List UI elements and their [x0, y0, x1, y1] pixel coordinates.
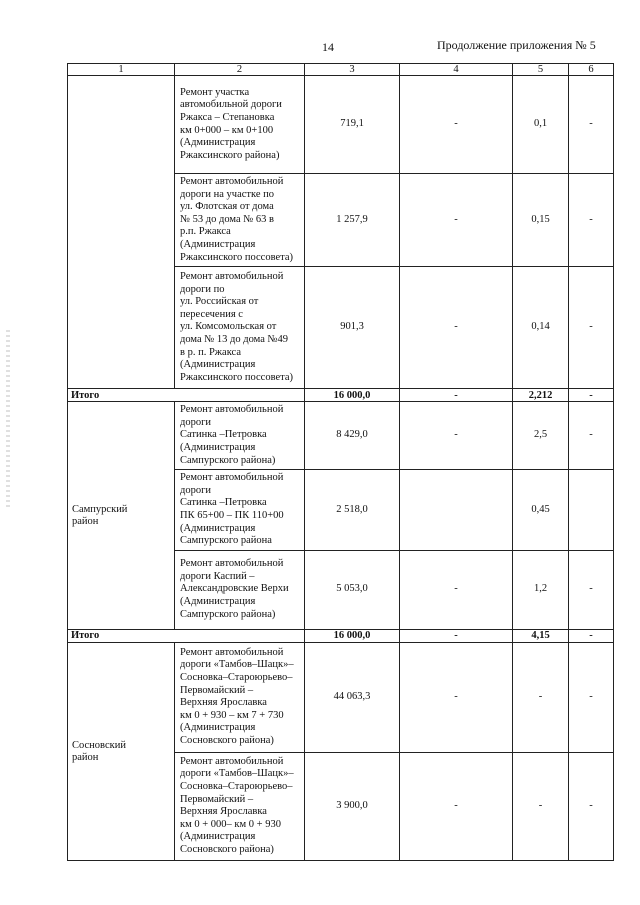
value-cell — [569, 470, 614, 551]
total-value: - — [569, 629, 614, 642]
length-cell: 1,2 — [513, 550, 569, 629]
column-number: 5 — [513, 64, 569, 76]
region-cell — [68, 76, 175, 389]
amount-cell: 719,1 — [305, 76, 400, 174]
amount-cell: 1 257,9 — [305, 174, 400, 267]
amount-cell: 901,3 — [305, 267, 400, 389]
value-cell: - — [400, 174, 513, 267]
work-description: Ремонт автомобильной дороги «Тамбов–Шацк»– Сосновка–Староюрьево– Первомайский – Верхняя Ярославка км 0 + 930 – км 7 + 730 (Администрация Сосновского района) — [175, 642, 305, 752]
length-cell: 0,15 — [513, 174, 569, 267]
value-cell: - — [400, 550, 513, 629]
funding-table — [67, 63, 614, 861]
length-cell: 0,1 — [513, 76, 569, 174]
value-cell — [400, 470, 513, 551]
region-cell — [68, 642, 175, 860]
column-number: 6 — [569, 64, 614, 76]
amount-cell: 5 053,0 — [305, 550, 400, 629]
table-row — [68, 76, 614, 174]
amount-cell: 2 518,0 — [305, 470, 400, 551]
work-description: Ремонт участка автомобильной дороги Ржакса – Степановка км 0+000 – км 0+100 (Администрация Ржаксинского района) — [175, 76, 305, 174]
value-cell: - — [400, 76, 513, 174]
continuation-title: Продолжение приложения № 5 — [437, 38, 596, 52]
work-description: Ремонт автомобильной дороги на участке по ул. Флотская от дома № 53 до дома № 63 в р.п. Ржакса (Администрация Ржаксинского поссовета) — [175, 174, 305, 267]
work-description: Ремонт автомобильной дороги по ул. Российская от пересечения с ул. Комсомольская от дома № 13 до дома №49 в р. п. Ржакса (Администрация Ржаксинского поссовета) — [175, 267, 305, 389]
length-cell: 0,14 — [513, 267, 569, 389]
total-row — [68, 629, 614, 642]
table-row — [68, 642, 614, 752]
work-description: Ремонт автомобильной дороги Каспий – Александровские Верхи (Администрация Сампурского района) — [175, 550, 305, 629]
work-description: Ремонт автомобильной дороги Сатинка –Петровка ПК 65+00 – ПК 110+00 (Администрация Сампурского района — [175, 470, 305, 551]
total-length: 4,15 — [513, 629, 569, 642]
total-amount: 16 000,0 — [305, 389, 400, 402]
total-value: - — [400, 389, 513, 402]
total-label: Итого — [68, 629, 305, 642]
value-cell: - — [569, 174, 614, 267]
column-number: 3 — [305, 64, 400, 76]
value-cell: - — [569, 642, 614, 752]
length-cell: - — [513, 752, 569, 860]
value-cell: - — [569, 752, 614, 860]
amount-cell: 3 900,0 — [305, 752, 400, 860]
work-description: Ремонт автомобильной дороги «Тамбов–Шацк»– Сосновка–Староюрьево– Первомайский – Верхняя Ярославка км 0 + 000– км 0 + 930 (Администрация Сосновского района) — [175, 752, 305, 860]
region-name: район — [72, 752, 99, 764]
region-name: Сосновский — [72, 739, 126, 751]
value-cell: - — [569, 402, 614, 470]
total-length: 2,212 — [513, 389, 569, 402]
scan-margin-mark — [6, 330, 10, 510]
table-row — [68, 402, 614, 470]
amount-cell: 44 063,3 — [305, 642, 400, 752]
value-cell: - — [569, 76, 614, 174]
amount-cell: 8 429,0 — [305, 402, 400, 470]
value-cell: - — [400, 267, 513, 389]
work-description: Ремонт автомобильной дороги Сатинка –Петровка (Администрация Сампурского района) — [175, 402, 305, 470]
value-cell: - — [400, 752, 513, 860]
value-cell: - — [569, 550, 614, 629]
total-value: - — [400, 629, 513, 642]
column-number: 4 — [400, 64, 513, 76]
total-label: Итого — [68, 389, 305, 402]
value-cell: - — [400, 402, 513, 470]
total-amount: 16 000,0 — [305, 629, 400, 642]
column-number: 1 — [68, 64, 175, 76]
region-cell — [68, 402, 175, 630]
region-name: Сампурский — [72, 503, 128, 515]
value-cell: - — [569, 267, 614, 389]
region-name: район — [72, 516, 99, 528]
length-cell: - — [513, 642, 569, 752]
page-number: 14 — [322, 40, 334, 54]
value-cell: - — [400, 642, 513, 752]
length-cell: 0,45 — [513, 470, 569, 551]
total-value: - — [569, 389, 614, 402]
column-number-row — [68, 64, 614, 76]
length-cell: 2,5 — [513, 402, 569, 470]
total-row — [68, 389, 614, 402]
column-number: 2 — [175, 64, 305, 76]
